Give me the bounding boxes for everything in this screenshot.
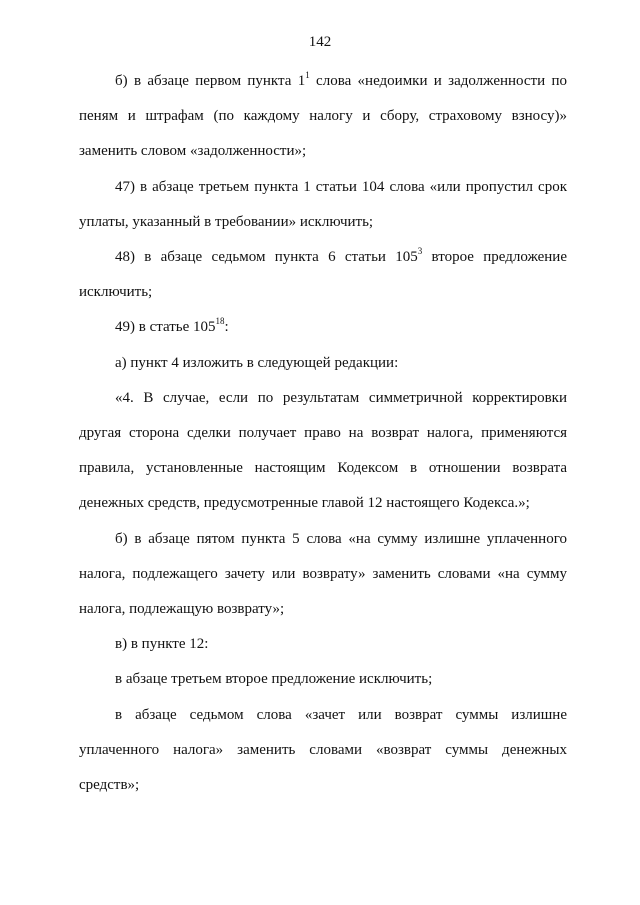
- paragraph: [79, 346, 567, 381]
- text-run: в абзаце седьмом слова «зачет или возврат суммы излишне уплаченного налога» заменить словами «возврат суммы денежных средств»;: [79, 706, 567, 794]
- text-run: :: [224, 319, 229, 336]
- paragraph: [79, 381, 567, 522]
- text-run: второе предложение исключить;: [79, 249, 567, 301]
- document-body: [79, 64, 567, 803]
- paragraph: [79, 627, 567, 662]
- text-run: «4. В случае, если по результатам симметричной корректировки другая сторона сделки получает право на возврат налога, применяются правила, установленные настоящим Кодексом в отношении возврата денежных средств, предусмотренные главой 12 настоящего Кодекса.»;: [79, 389, 567, 512]
- text-run: 49) в статье 105: [115, 319, 216, 336]
- text-run: 48) в абзаце седьмом пункта 6 статьи 105: [115, 249, 418, 266]
- text-run: в абзаце третьем второе предложение исключить;: [115, 671, 433, 688]
- paragraph: [79, 310, 567, 345]
- superscript: 3: [417, 246, 423, 257]
- paragraph: [79, 522, 567, 628]
- superscript: 1: [305, 70, 310, 80]
- text-run: слова «недоимки и задолженности по пеням и штрафам (по каждому налогу и сбору, страховому взносу)» заменить словом «задолженности»;: [79, 73, 567, 160]
- text-run: б) в абзаце первом пункта 1: [115, 73, 306, 89]
- paragraph: [79, 698, 567, 804]
- text-run: б) в абзаце пятом пункта 5 слова «на сумму излишне уплаченного налога, подлежащего зачету или возврату» заменить словами «на сумму налога, подлежащую возврату»;: [79, 530, 567, 618]
- superscript: 18: [215, 316, 225, 327]
- text-run: а) пункт 4 изложить в следующей редакции:: [115, 354, 399, 371]
- paragraph: [79, 170, 567, 240]
- paragraph: [79, 240, 567, 310]
- page-number: 142: [308, 34, 332, 50]
- text-run: в) в пункте 12:: [115, 636, 209, 653]
- text-run: 47) в абзаце третьем пункта 1 статьи 104 слова «или пропустил срок уплаты, указанный в требовании» исключить;: [79, 178, 567, 230]
- paragraph: [79, 662, 567, 697]
- paragraph: [79, 64, 567, 170]
